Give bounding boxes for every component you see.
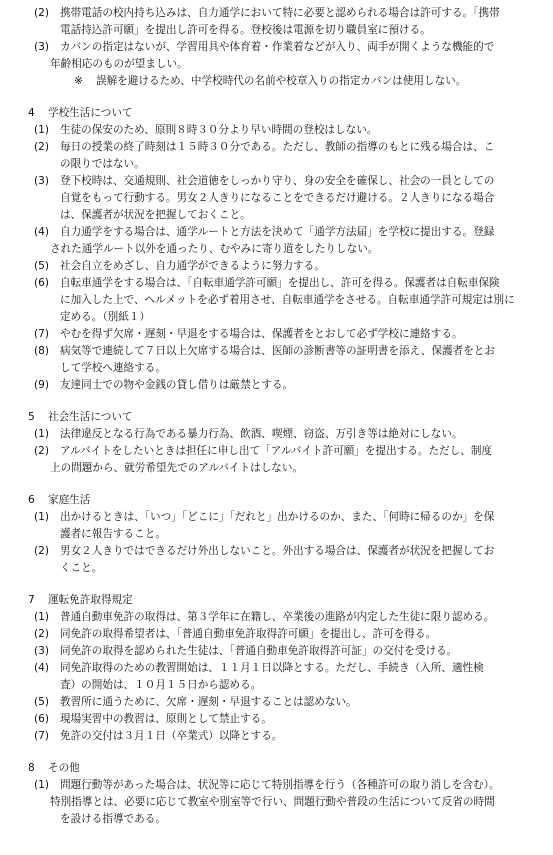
section-number: 5 xyxy=(28,411,35,423)
section-heading xyxy=(28,760,538,777)
item-number: (2) xyxy=(34,545,50,557)
item-text-continued: 特別指導とは、必要に応じて教室や別室等で行い、問題行動や普段の生活について反省の時間 xyxy=(50,796,495,808)
item-text: カバンの指定はないが、学習用具や体育着・作業着などが入り、両手が開くような機能的で xyxy=(60,41,495,53)
list-item xyxy=(28,377,538,394)
list-item xyxy=(28,224,538,258)
item-text-continued: された通学ルート以外を通ったり、むやみに寄り道をしたりしない。 xyxy=(50,243,379,255)
item-text: 登下校時は、交通規則、社会道徳をしっかり守り、身の安全を確保し、社会の一員としての xyxy=(60,175,495,187)
item-text: 法律違反となる行為である暴力行為、飲酒、喫煙、窃盗、万引き等は絶対にしない。 xyxy=(60,428,463,440)
item-text-continued: は、保護者が状況を把握しておくこと。 xyxy=(60,209,251,221)
note-mark: ※ xyxy=(74,75,83,87)
list-item xyxy=(28,509,538,543)
section-title: 家庭生活 xyxy=(48,494,91,506)
item-number: (1) xyxy=(34,124,50,136)
list-item xyxy=(28,39,538,73)
section-heading xyxy=(28,492,538,509)
section-title: 学校生活について xyxy=(48,107,133,119)
item-number: (1) xyxy=(34,511,50,523)
list-item xyxy=(28,5,538,39)
list-item xyxy=(28,711,538,728)
list-item xyxy=(28,694,538,711)
list-item xyxy=(28,728,538,745)
item-number: (1) xyxy=(34,428,50,440)
list-item xyxy=(28,543,538,577)
item-text-continued: 護者に報告すること。 xyxy=(60,528,166,540)
item-text-continued: 定める。（別紙１） xyxy=(60,311,151,323)
item-number: (2) xyxy=(34,628,50,640)
item-text-continued: 電話持込許可願」を提出し許可を得る。登校後は電源を切り職員室に預ける。 xyxy=(60,24,431,36)
note-text: 誤解を避けるため、中学校時代の名前や校章入りの指定カバンは使用しない。 xyxy=(96,75,467,87)
item-number: (5) xyxy=(34,696,50,708)
list-item xyxy=(28,660,538,694)
item-number: (2) xyxy=(34,7,50,19)
section-title: その他 xyxy=(48,762,80,774)
list-item xyxy=(28,258,538,275)
section-driving-license xyxy=(28,592,538,745)
item-number: (9) xyxy=(34,379,50,391)
item-text: アルバイトをしたいときは担任に申し出て「アルバイト許可願」を提出する。ただし、制度 xyxy=(60,445,493,457)
list-item xyxy=(28,626,538,643)
section-social-life xyxy=(28,409,538,477)
section-other xyxy=(28,760,538,828)
item-text: 自力通学をする場合は、通学ルートと方法を決めて「通学方法届」を学校に提出する。登録 xyxy=(60,226,495,238)
item-text: 出かけるときは、「いつ」「どこに」「だれと」出かけるのか、また、「何時に帰るのか」を保 xyxy=(60,511,495,523)
list-item xyxy=(28,777,538,828)
list-item xyxy=(28,326,538,343)
section-number: 7 xyxy=(28,594,35,606)
list-item xyxy=(28,426,538,443)
item-text-continued: 査）の開始は、１０月１５日から認める。 xyxy=(60,679,262,691)
list-item xyxy=(28,139,538,173)
item-text-continued: に加入した上で、ヘルメットを必ず着用させ、自転車通学をさせる。自転車通学許可規定は別に xyxy=(60,294,515,306)
item-text: 友達同士での物や金銭の貸し借りは厳禁とする。 xyxy=(60,379,294,391)
section-heading xyxy=(28,592,538,609)
item-number: (4) xyxy=(34,662,50,674)
item-number: (1) xyxy=(34,611,50,623)
item-number: (2) xyxy=(34,445,50,457)
item-text-continued: くこと。 xyxy=(60,562,103,574)
item-text-continued: 自覚をもって行動する。男女２人きりになることをできるだけ避ける。２人きりになる場合 xyxy=(60,192,495,204)
item-text: 病気等で連続して７日以上欠席する場合は、医師の診断書等の証明書を添え、保護者をとお xyxy=(60,345,495,357)
section-number: 4 xyxy=(28,107,35,119)
section-title: 社会生活について xyxy=(48,411,133,423)
item-number: (2) xyxy=(34,141,50,153)
item-text: 現場実習中の教習は、原則として禁止する。 xyxy=(60,713,272,725)
section-heading xyxy=(28,409,538,426)
note xyxy=(28,73,538,90)
list-item xyxy=(28,443,538,477)
item-number: (6) xyxy=(34,713,50,725)
item-text-continued: して学校へ連絡する。 xyxy=(60,362,166,374)
item-number: (1) xyxy=(34,779,50,791)
item-text: 教習所に通うために、欠席・遅刻・早退することは認めない。 xyxy=(60,696,357,708)
item-number: (7) xyxy=(34,328,50,340)
item-number: (5) xyxy=(34,260,50,272)
item-text: やむを得ず欠席・遅刻・早退をする場合は、保護者をとおして必ず学校に連絡する。 xyxy=(60,328,463,340)
item-number: (3) xyxy=(34,41,50,53)
section-number: 6 xyxy=(28,494,35,506)
item-number: (3) xyxy=(34,175,50,187)
item-number: (8) xyxy=(34,345,50,357)
item-text-continued: を設ける指導である。 xyxy=(60,813,166,825)
item-text: 問題行動等があった場合は、状況等に応じて特別指導を行う（各種許可の取り消しを含む）。 xyxy=(60,779,500,791)
document-page xyxy=(28,5,538,828)
section-title: 運転免許取得規定 xyxy=(48,594,133,606)
item-text: 普通自動車免許の取得は、第３学年に在籍し、卒業後の進路が内定した生徒に限り認める。 xyxy=(60,611,495,623)
item-text: 同免許の取得希望者は、「普通自動車免許取得許可願」を提出し、許可を得る。 xyxy=(60,628,437,640)
item-number: (6) xyxy=(34,277,50,289)
item-text: 免許の交付は３月１日（卒業式）以降とする。 xyxy=(60,730,283,742)
section-number: 8 xyxy=(28,762,35,774)
item-text: 生徒の保安のため、原則８時３０分より早い時間の登校はしない。 xyxy=(60,124,378,136)
item-text: 毎日の授業の終了時刻は１５時３０分である。ただし、教師の指導のもとに残る場合は、こ xyxy=(60,141,495,153)
list-item xyxy=(28,173,538,224)
item-number: (3) xyxy=(34,645,50,657)
list-item xyxy=(28,643,538,660)
section-school-life xyxy=(28,105,538,394)
section-heading xyxy=(28,105,538,122)
item-text: 社会自立をめざし、自力通学ができるように努力する。 xyxy=(60,260,325,272)
item-text: 男女２人きりではできるだけ外出しないこと。外出する場合は、保護者が状況を把握してお xyxy=(60,545,495,557)
item-text: 携帯電話の校内持ち込みは、自力通学において特に必要と認められる場合は許可する。「携帯 xyxy=(60,7,500,19)
list-item xyxy=(28,609,538,626)
item-text-continued: の限りではない。 xyxy=(60,158,145,170)
section-home-life xyxy=(28,492,538,577)
item-text-continued: 年齢相応のものが望ましい。 xyxy=(50,58,188,70)
list-item xyxy=(28,122,538,139)
list-item xyxy=(28,275,538,326)
list-item xyxy=(28,343,538,377)
item-number: (7) xyxy=(34,730,50,742)
item-text: 同免許取得のための教習開始は、１１月１日以降とする。ただし、手続き（入所、適性検 xyxy=(60,662,484,674)
item-text-continued: 上の問題から、就労希望先でのアルバイトはしない。 xyxy=(50,462,304,474)
item-number: (4) xyxy=(34,226,50,238)
item-text: 同免許の取得を認められた生徒は、「普通自動車免許取得許可証」の交付を受ける。 xyxy=(60,645,458,657)
item-text: 自転車通学をする場合は、「自転車通学許可願」を提出し、許可を得る。保護者は自転車保険 xyxy=(60,277,500,289)
